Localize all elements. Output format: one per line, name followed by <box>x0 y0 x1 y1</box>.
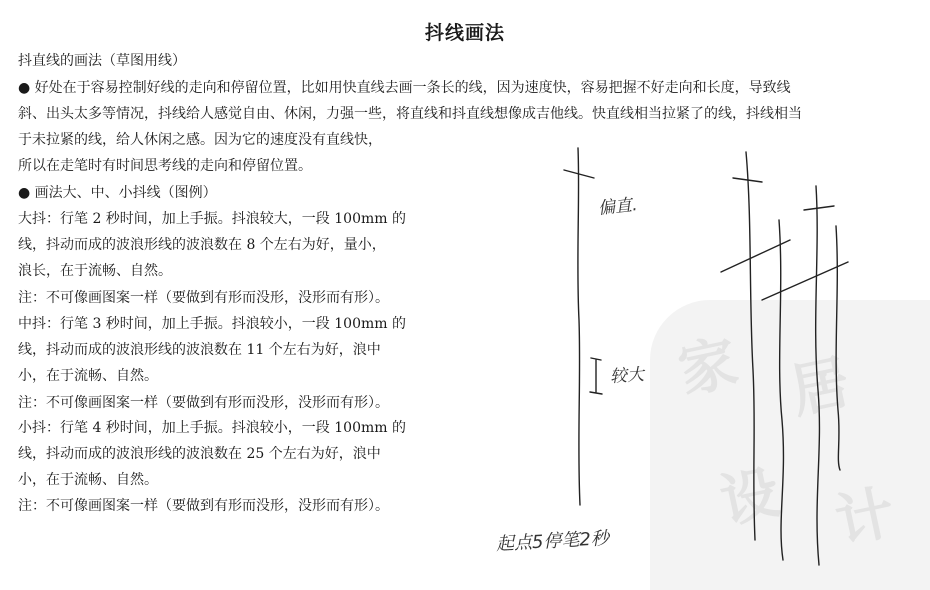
handwritten-label: 偏直. <box>597 194 639 220</box>
paragraph-line: 于未拉紧的线，给人休闲之感。因为它的速度没有直线快， <box>18 132 382 148</box>
vertical-wavy-line <box>779 220 783 560</box>
handwritten-label: 较大 <box>609 364 645 388</box>
watermark-glyph: 家 <box>672 327 744 407</box>
paragraph-line: 小，在于流畅、自然。 <box>18 472 158 488</box>
watermark-glyph: 计 <box>829 477 901 557</box>
vertical-wavy-line <box>746 152 755 540</box>
subsection-heading: ● 画法大、中、小抖线（图例） <box>18 185 217 201</box>
tick-mark <box>590 358 602 394</box>
paragraph-line: 大抖：行笔 2 秒时间，加上手振。抖浪较大，一段 100mm 的 <box>18 211 406 227</box>
watermark-glyph: 居 <box>784 347 856 427</box>
paragraph-line: 小，在于流畅、自然。 <box>18 368 158 384</box>
paragraph-line: 斜、出头太多等情况，抖线给人感觉自由、休闲，力强一些，将直线和抖直线想像成吉他线。快直线相当拉紧了的线，抖线相当 <box>18 106 802 122</box>
paragraph-line: 线，抖动而成的波浪形线的波浪数在 8 个左右为好，量小， <box>18 237 386 253</box>
note-line: 注：不可像画图案一样（要做到有形而没形，没形而有形）。 <box>18 395 389 411</box>
section-heading: 抖直线的画法（草图用线） <box>18 53 186 69</box>
paragraph-line: 小抖：行笔 4 秒时间，加上手振。抖浪较小，一段 100mm 的 <box>18 420 406 436</box>
paragraph-line: 所以在走笔时有时间思考线的走向和停留位置。 <box>18 158 312 174</box>
note-line: 注：不可像画图案一样（要做到有形而没形，没形而有形）。 <box>18 498 389 514</box>
vertical-wavy-line <box>578 148 580 505</box>
vertical-wavy-line <box>836 226 840 470</box>
paragraph-line: 线，抖动而成的波浪形线的波浪数在 25 个左右为好，浪中 <box>18 446 381 462</box>
handwritten-label: 起点5停笔2秒 <box>495 528 610 555</box>
note-line: 注：不可像画图案一样（要做到有形而没形，没形而有形）。 <box>18 290 389 306</box>
paragraph-line: ● 好处在于容易控制好线的走向和停留位置，比如用快直线去画一条长的线，因为速度快，容易把握不好走向和长度，导致线 <box>18 80 791 96</box>
page-title: 抖线画法 <box>424 22 505 44</box>
paragraph-line: 浪长，在于流畅、自然。 <box>18 263 172 279</box>
diagonal-line <box>721 240 790 272</box>
diagonal-line <box>762 262 848 300</box>
watermark-glyph: 设 <box>714 457 786 537</box>
tick-mark <box>804 206 834 210</box>
vertical-wavy-line <box>816 186 820 565</box>
paragraph-line: 中抖：行笔 3 秒时间，加上手振。抖浪较小，一段 100mm 的 <box>18 316 406 332</box>
paragraph-line: 线，抖动而成的波浪形线的波浪数在 11 个左右为好，浪中 <box>18 342 381 358</box>
